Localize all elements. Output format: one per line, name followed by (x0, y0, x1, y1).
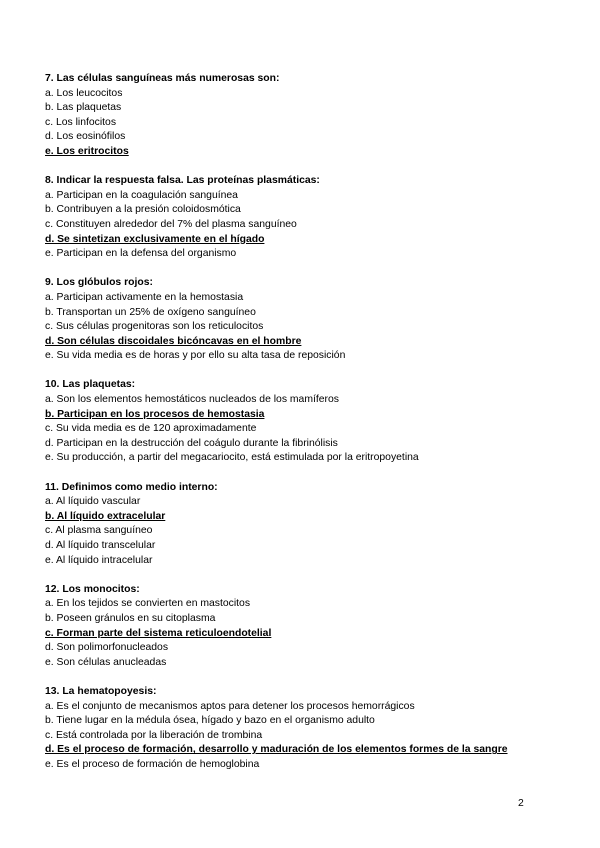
correct-answer-option: b. Participan en los procesos de hemostasia (45, 408, 265, 420)
correct-answer-option: d. Se sintetizan exclusivamente en el hígado (45, 233, 265, 245)
answer-option: a. Es el conjunto de mecanismos aptos para detener los procesos hemorrágicos (45, 700, 415, 712)
correct-answer-option: c. Forman parte del sistema reticuloendotelial (45, 627, 272, 639)
question-title: 8. Indicar la respuesta falsa. Las proteínas plasmáticas: (45, 175, 320, 187)
answer-option: b. Poseen gránulos en su citoplasma (45, 612, 216, 624)
page-number: 2 (518, 798, 524, 809)
answer-option: c. Está controlada por la liberación de trombina (45, 729, 263, 741)
answer-option: c. Constituyen alrededor del 7% del plasma sanguíneo (45, 218, 297, 230)
answer-option: c. Sus células progenitoras son los reticulocitos (45, 321, 264, 333)
answer-option: a. Al líquido vascular (45, 496, 141, 508)
answer-option: b. Transportan un 25% de oxígeno sanguíneo (45, 306, 256, 318)
correct-answer-option: e. Los eritrocitos (45, 145, 129, 157)
question-title: 13. La hematopoyesis: (45, 685, 157, 697)
answer-option: e. Son células anucleadas (45, 656, 167, 668)
answer-option: b. Contribuyen a la presión coloidosmótica (45, 204, 241, 216)
answer-option: e. Su vida media es de horas y por ello su alta tasa de reposición (45, 350, 346, 362)
question-13 (45, 685, 565, 773)
question-title: 12. Los monocitos: (45, 583, 140, 595)
correct-answer-option: b. Al líquido extracelular (45, 510, 166, 522)
answer-option: a. Los leucocitos (45, 87, 123, 99)
question-10 (45, 378, 565, 466)
answer-option: b. Tiene lugar en la médula ósea, hígado y bazo en el organismo adulto (45, 715, 375, 727)
document-page (45, 72, 565, 787)
question-title: 10. Las plaquetas: (45, 379, 136, 391)
answer-option: b. Las plaquetas (45, 102, 122, 114)
question-7 (45, 72, 565, 160)
answer-option: e. Al líquido intracelular (45, 554, 153, 566)
answer-option: c. Al plasma sanguíneo (45, 525, 153, 537)
answer-option: d. Participan en la destrucción del coágulo durante la fibrinólisis (45, 437, 338, 449)
answer-option: e. Su producción, a partir del megacariocito, está estimulada por la eritropoyetina (45, 452, 419, 464)
correct-answer-option: d. Son células discoidales bicóncavas en el hombre (45, 335, 302, 347)
question-8 (45, 174, 565, 262)
answer-option: a. Son los elementos hemostáticos nucleados de los mamíferos (45, 394, 339, 406)
answer-option: c. Los linfocitos (45, 116, 117, 128)
answer-option: d. Al líquido transcelular (45, 540, 156, 551)
question-11 (45, 481, 565, 569)
correct-answer-option: d. Es el proceso de formación, desarrollo y maduración de los elementos formes de la sangre (45, 744, 508, 756)
question-9 (45, 276, 565, 364)
answer-option: a. Participan activamente en la hemostasia (45, 291, 244, 303)
question-title: 7. Las células sanguíneas más numerosas son: (45, 73, 280, 84)
answer-option: c. Su vida media es de 120 aproximadamente (45, 423, 257, 435)
answer-option: e. Participan en la defensa del organismo (45, 248, 237, 260)
answer-option: a. En los tejidos se convierten en mastocitos (45, 598, 251, 610)
question-12 (45, 583, 565, 671)
question-title: 9. Los glóbulos rojos: (45, 277, 153, 289)
answer-option: d. Son polimorfonucleados (45, 642, 169, 654)
answer-option: d. Los eosinófilos (45, 131, 126, 143)
answer-option: a. Participan en la coagulación sanguínea (45, 189, 238, 201)
question-title: 11. Definimos como medio interno: (45, 481, 218, 493)
answer-option: e. Es el proceso de formación de hemoglobina (45, 758, 260, 770)
